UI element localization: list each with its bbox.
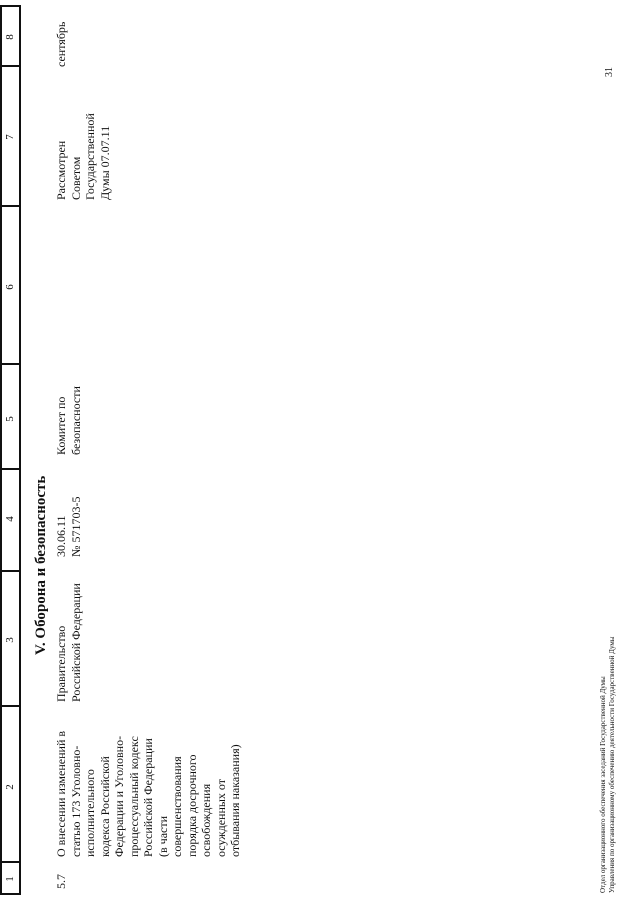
header-row-border: [19, 5, 21, 895]
col-divider-2: [0, 706, 20, 708]
footer-line-2: Управления по организационному обеспечению деятельности Государственной Думы: [607, 636, 616, 893]
col-divider-7: [0, 66, 20, 68]
page-number: 31: [604, 67, 615, 77]
row-number: 5.7: [54, 874, 68, 889]
bill-title: О внесении изменений в статью 173 Уголовно- исполнительного кодекса Российской Федерации и Уголовно- процессуальный кодекс Российской Федерации (в части совершенствования порядка досрочного освобождения осужденных от отбывания наказания): [54, 730, 242, 857]
scheduled-month: сентябрь: [54, 21, 68, 67]
footer-note: [599, 637, 616, 893]
column-number-8: 8: [4, 34, 16, 40]
col-divider-4: [0, 469, 20, 471]
column-number-5: 5: [4, 416, 16, 422]
column-number-4: 4: [4, 516, 16, 522]
table-top-border: [0, 5, 2, 895]
column-number-7: 7: [4, 134, 16, 140]
section-title: V. Оборона и безопасность: [33, 475, 49, 655]
col-divider-1: [0, 862, 20, 864]
bill-status: Рассмотрен Советом Государственной Думы 07.07.11: [54, 113, 112, 200]
col-divider-5: [0, 364, 20, 366]
column-number-2: 2: [4, 784, 16, 790]
responsible-committee: Комитет по безопасности: [54, 386, 83, 455]
table-right-border: [0, 6, 20, 8]
column-number-6: 6: [4, 284, 16, 290]
col-divider-3: [0, 571, 20, 573]
table-left-border: [0, 894, 20, 896]
bill-date-number: 30.06.11 № 571703-5: [54, 496, 83, 557]
column-number-1: 1: [4, 876, 16, 882]
column-number-3: 3: [4, 637, 16, 643]
footer-line-1: Отдел организационного обеспечения заседаний Государственной Думы: [599, 676, 607, 893]
col-divider-6: [0, 206, 20, 208]
bill-initiator: Правительство Российской Федерации: [54, 583, 83, 702]
